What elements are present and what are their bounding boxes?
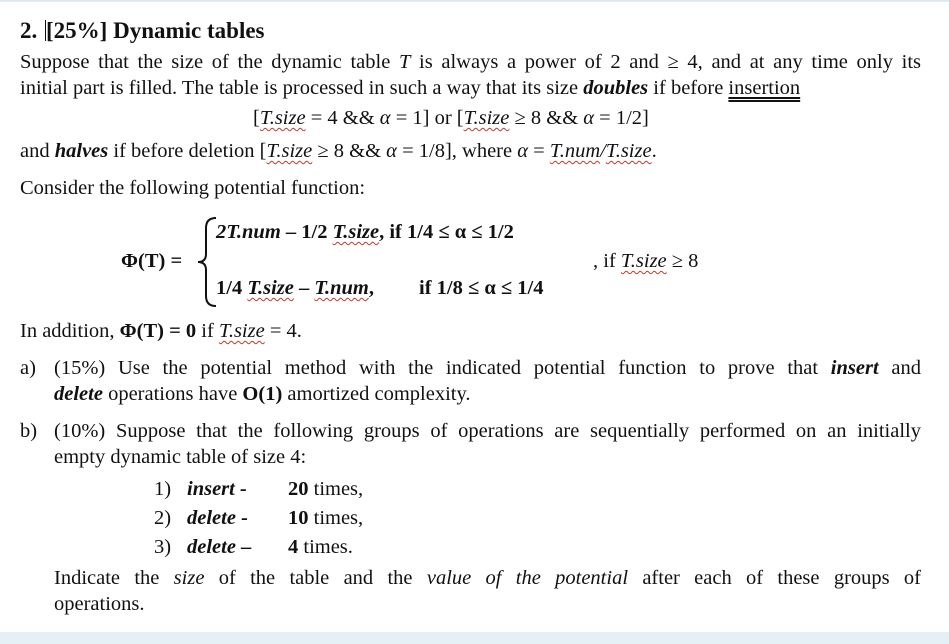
grow-condition (253, 106, 649, 130)
alpha-symbol: α (379, 107, 391, 129)
tsize-var: T.size (218, 320, 265, 342)
op-name: insert - (187, 478, 247, 500)
op-item (154, 506, 171, 530)
period: . (651, 140, 657, 162)
part-b-question-line-1 (54, 566, 921, 590)
comma: , (368, 277, 374, 299)
potential-case-2 (216, 276, 374, 300)
table-var: T (398, 51, 411, 73)
part-b-question-line-2: operations. (54, 593, 145, 615)
problem-number: 2. (20, 18, 38, 43)
potential-lhs (121, 249, 182, 273)
tnum-var: T.num (314, 277, 369, 299)
addition-text: In addition, (20, 320, 120, 342)
tsize-var: T.size (605, 140, 652, 162)
case1-expr: 2T.num (216, 221, 281, 243)
op-count-line (288, 506, 363, 530)
case2-expr: – (293, 277, 315, 299)
bracket: [ (253, 107, 260, 129)
intro-text: is always a power of 2 and ≥ 4, and at any time only its (410, 51, 921, 73)
part-b-line-2: empty dynamic table of size 4: (54, 446, 307, 468)
value-phrase: value of the potential (426, 567, 629, 589)
op-number: 1) (154, 478, 172, 500)
addition-text: if (196, 320, 219, 342)
tsize-var: T.size (266, 140, 313, 162)
alpha-symbol: α (517, 140, 528, 162)
shrink-text: if before deletion [ (108, 140, 267, 162)
op-count-line (288, 535, 353, 559)
phi-lhs: Φ(T) = (121, 250, 183, 272)
intro-text: Suppose that the size of the dynamic table (20, 51, 399, 73)
left-brace (196, 216, 218, 308)
side-text: ≥ 8 (666, 250, 699, 272)
part-a-text: operations have (102, 383, 243, 405)
tsize-var: T.size (463, 107, 510, 129)
case1-condition: , if 1/4 ≤ α ≤ 1/2 (379, 221, 514, 243)
tsize-var: T.size (259, 107, 306, 129)
part-a-text: and (878, 357, 921, 379)
part-a-line-2 (54, 382, 471, 406)
shrink-text: ≥ 8 && (312, 140, 387, 162)
slash: / (600, 140, 606, 162)
side-text: , if (593, 250, 621, 272)
op-number: 3) (154, 536, 172, 558)
shrink-condition-line (20, 139, 657, 163)
part-a-text: (15%) Use the potential method with the indicated potential function to prove that (54, 357, 831, 379)
big-o: O(1) (242, 383, 283, 405)
problem-heading (20, 18, 265, 44)
shrink-text: = 1/8], where (396, 140, 518, 162)
intro-text: initial part is filled. The table is processed in such a way that its size (20, 77, 584, 99)
halves-keyword: halves (54, 140, 109, 162)
op-count: 10 (288, 507, 309, 529)
part-b-line-1: (10%) Suppose that the following groups of operations are sequentially performed on an initially (54, 420, 921, 442)
op-unit: times, (308, 478, 364, 500)
op-count: 4 (288, 536, 299, 558)
insertion-word: insertion (728, 77, 801, 99)
addition-line (20, 319, 302, 343)
op-name: delete - (187, 507, 248, 529)
op-count-line (288, 477, 363, 501)
alpha-symbol: α (386, 140, 397, 162)
potential-case-1 (216, 220, 514, 244)
op-name: delete – (187, 536, 252, 558)
tsize-var: T.size (332, 221, 380, 243)
potential-side-condition (593, 249, 698, 273)
tnum-var: T.num (549, 140, 601, 162)
intro-line-2 (20, 76, 800, 100)
addition-text: = 4. (264, 320, 302, 342)
potential-case-2-condition: if 1/8 ≤ α ≤ 1/4 (419, 277, 544, 299)
shrink-text: and (20, 140, 55, 162)
potential-intro: Consider the following potential function: (20, 177, 366, 199)
part-a-line-1 (54, 356, 921, 380)
intro-line-1 (20, 50, 921, 74)
case1-expr: – 1/2 (280, 221, 333, 243)
delete-keyword: delete (54, 383, 103, 405)
question-text: Indicate the (54, 567, 174, 589)
question-text: of the table and the (204, 567, 427, 589)
part-a-text: amortized complexity. (282, 383, 471, 405)
condition-text: ≥ 8 && (509, 107, 584, 129)
doubles-keyword: doubles (583, 77, 649, 99)
shrink-text: = (528, 140, 550, 162)
alpha-symbol: α (583, 107, 595, 129)
condition-text: = 1] or [ (390, 107, 464, 129)
op-unit: times. (298, 536, 353, 558)
op-item (154, 535, 171, 559)
op-count: 20 (288, 478, 309, 500)
part-b-label: b) (20, 420, 38, 442)
problem-weight: [25%] (46, 18, 108, 43)
phi-zero: Φ(T) = 0 (119, 320, 197, 342)
part-a-label: a) (20, 357, 36, 379)
tsize-var: T.size (620, 250, 667, 272)
tsize-var: T.size (247, 277, 294, 299)
op-number: 2) (154, 507, 172, 529)
op-item (154, 477, 171, 501)
size-word: size (173, 567, 205, 589)
condition-text: = 4 && (305, 107, 380, 129)
op-unit: times, (308, 507, 364, 529)
problem-title: Dynamic tables (113, 18, 265, 43)
intro-text: if before (648, 77, 729, 99)
case2-expr: 1/4 (216, 277, 248, 299)
question-text: after each of these groups of (628, 567, 921, 589)
condition-text: = 1/2] (594, 107, 649, 129)
insert-keyword: insert (830, 357, 879, 379)
